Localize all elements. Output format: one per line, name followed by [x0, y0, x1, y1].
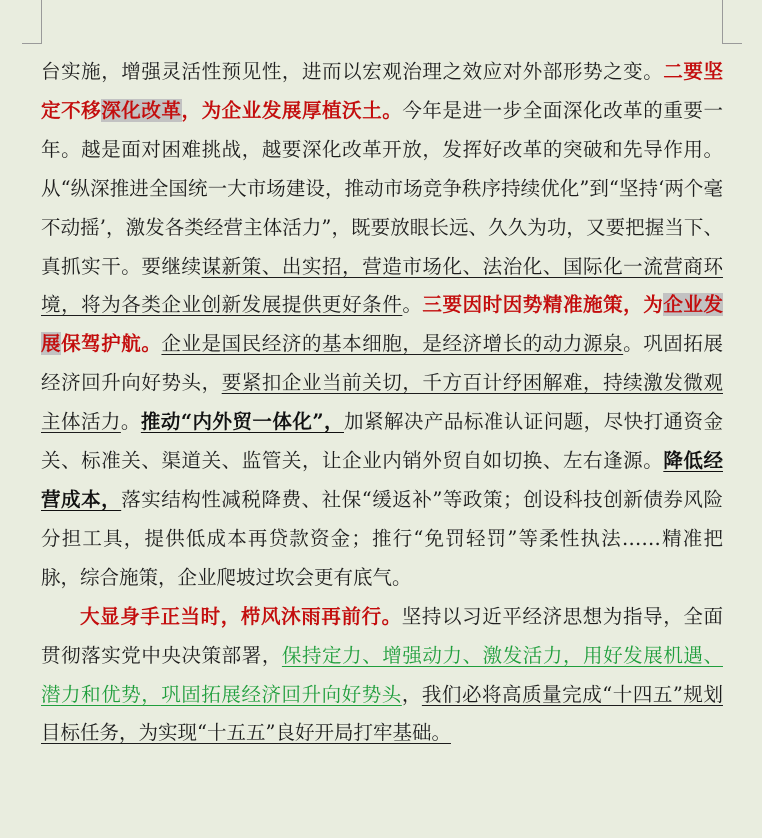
underlined-text: 企业是国民经济的基本细胞，是经济增长的动力源泉: [161, 332, 624, 356]
underlined-text: 要紧扣企业当前关切，千方百计纾困解难，持续激发微观主体活力: [41, 371, 723, 434]
page-corner-mark-left: [22, 0, 42, 44]
red-heading-3-part-b: 保驾护航。: [61, 332, 162, 356]
bold-underlined-text: 降低经营成本，: [41, 449, 723, 511]
underlined-text: 谋新策、出实招，营造市场化、法治化、国际化一流营商环境，将为各类企业创新发展提供更好条件: [41, 254, 723, 317]
red-heading-2-part-a: 二要坚定不移: [41, 60, 723, 122]
text-run: 。: [120, 410, 141, 434]
red-heading-conclusion: 大显身手正当时，栉风沐雨再前行。: [80, 604, 402, 628]
page-corner-mark-right: [722, 0, 742, 44]
highlighted-text: 企业发展: [41, 293, 723, 356]
red-heading-3-part-a: 三要因时因势精准施策，为: [422, 293, 664, 317]
text-run: 台实施，增强灵活性预见性，进而以宏观治理之效应对外部形势之变。: [41, 60, 664, 83]
document-body[interactable]: [41, 53, 723, 753]
text-run: ，: [401, 682, 422, 706]
text-run: 。巩固拓展经济回升向好势头，: [41, 332, 723, 395]
text-run: 加紧解决产品标准认证问题，尽快打通资金关、标准关、渠道关、监管关，让企业内销外贸自如切换、左右逢源。: [41, 410, 723, 473]
underlined-text: 我们必将高质量完成“十四五”规划目标任务，为实现“十五五”良好开局打牢基础。: [41, 682, 723, 745]
green-underlined-text: 保持定力、增强动力、激发活力，用好发展机遇、潜力和优势，巩固拓展经济回升向好势头: [41, 643, 723, 706]
text-run: 今年是进一步全面深化改革的重要一年。越是面对困难挑战，越要深化改革开放，发挥好改革的突破和先导作用。从“纵深推进全国统一大市场建设，推动市场竞争秩序持续优化”到“坚持‘两个毫不动摇’，激发各类经营主体活力”，既要放眼长远、久久为功，又要把握当下、真抓实干。要继续: [41, 98, 723, 278]
text-run: 。: [402, 293, 423, 317]
bold-underlined-text: 推动“内外贸一体化”，: [140, 410, 344, 434]
highlighted-text: 深化改革: [101, 98, 182, 122]
paragraph-2: [41, 598, 723, 754]
text-run: 坚持以习近平经济思想为指导，全面贯彻落实党中央决策部署，: [41, 604, 723, 667]
text-run: 落实结构性减税降费、社保“缓返补”等政策；创设科技创新债券风险分担工具，提供低成本再贷款资金；推行“免罚轻罚”等柔性执法……精准把脉，综合施策，企业爬坡过坎会更有底气。: [41, 487, 723, 589]
paragraph-1: [41, 53, 723, 598]
red-heading-2-part-b: ，为企业发展厚植沃土。: [181, 98, 403, 122]
